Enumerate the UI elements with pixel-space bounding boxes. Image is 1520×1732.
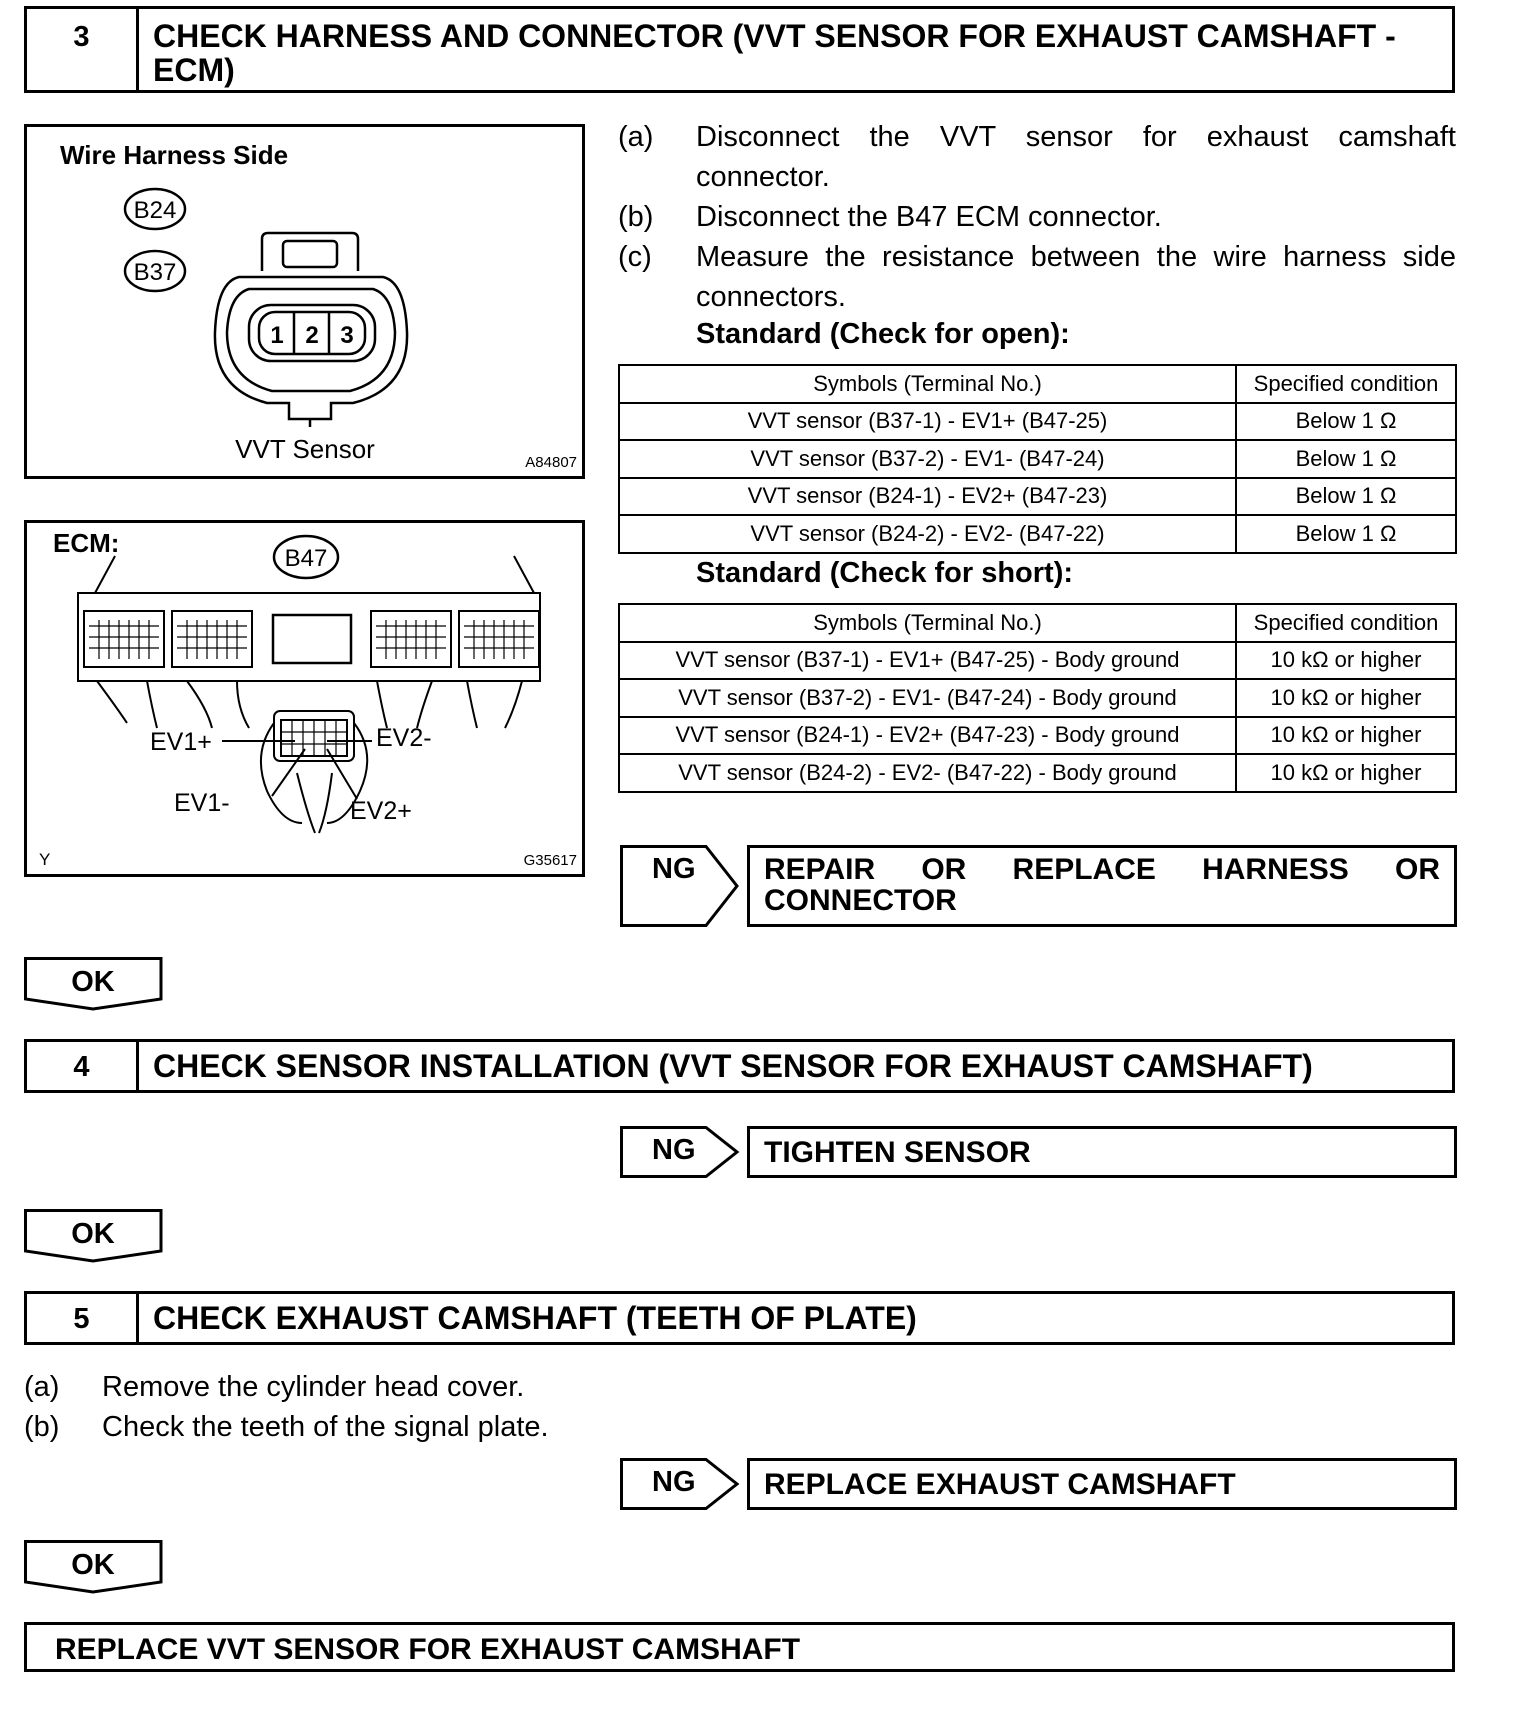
step-5-header — [24, 1291, 1455, 1345]
connector-b24-label: B24 — [133, 197, 177, 224]
table-cell: VVT sensor (B24-1) - EV2+ (B47-23) — [619, 478, 1236, 516]
pin-2-label: 2 — [305, 322, 319, 349]
ng-result-word: HARNESS — [1202, 853, 1349, 886]
step-5-instructions — [24, 1367, 924, 1447]
open-spec-table — [618, 364, 1457, 554]
instruction-item — [618, 117, 1456, 197]
table-cell: 10 kΩ or higher — [1236, 717, 1456, 755]
table-cell: VVT sensor (B24-2) - EV2- (B47-22) - Body ground — [619, 754, 1236, 792]
table-header-cell: Symbols (Terminal No.) — [619, 365, 1236, 403]
ng-result-word: OR — [1395, 853, 1440, 886]
ev2-plus-label: EV2+ — [350, 797, 412, 825]
ev1-plus-label: EV1+ — [150, 728, 212, 756]
ok-tab — [24, 957, 164, 1011]
table-row — [619, 440, 1456, 478]
corner-label: Y — [39, 850, 51, 869]
ecm-figure — [24, 520, 585, 877]
instruction-text: Measure the resistance between the wire harness side connectors. — [696, 241, 1456, 313]
step-3-instructions — [618, 117, 1456, 317]
table-row — [619, 754, 1456, 792]
table-row — [619, 642, 1456, 680]
ng-result-word: REPAIR — [764, 853, 876, 886]
ev2-minus-label: EV2- — [376, 724, 432, 752]
table-cell: 10 kΩ or higher — [1236, 679, 1456, 717]
table-cell: VVT sensor (B37-1) - EV1+ (B47-25) - Body ground — [619, 642, 1236, 680]
table-header-cell: Specified condition — [1236, 604, 1456, 642]
ev1-minus-label: EV1- — [174, 789, 230, 817]
table-header-row — [619, 365, 1456, 403]
step-title: CHECK SENSOR INSTALLATION (VVT SENSOR FOR EXHAUST CAMSHAFT) — [153, 1048, 1313, 1084]
short-standard-title: Standard (Check for short): — [696, 557, 1074, 589]
figure-code: A84807 — [525, 454, 577, 471]
ng-label: NG — [652, 1134, 696, 1166]
ng-result-word: OR — [921, 853, 967, 886]
step-title: CHECK EXHAUST CAMSHAFT (TEETH OF PLATE) — [153, 1300, 917, 1336]
ok-label: OK — [71, 1218, 115, 1250]
figure-caption: VVT Sensor — [235, 434, 375, 464]
step-number: 3 — [27, 9, 139, 90]
short-spec-table — [618, 603, 1457, 793]
connector-b37-label: B37 — [133, 259, 177, 286]
ng-arrow — [620, 1458, 740, 1510]
pin-3-label: 3 — [340, 322, 354, 349]
ng-label: NG — [652, 1466, 696, 1498]
instruction-item — [618, 197, 1456, 237]
table-cell: 10 kΩ or higher — [1236, 642, 1456, 680]
table-cell: Below 1 Ω — [1236, 478, 1456, 516]
ng-result-word: REPLACE — [1012, 853, 1156, 886]
wire-harness-figure — [24, 124, 585, 479]
instruction-label: (c) — [618, 241, 652, 273]
step-4-header — [24, 1039, 1455, 1093]
open-standard-title: Standard (Check for open): — [696, 318, 1070, 350]
instruction-label: (a) — [24, 1371, 60, 1403]
step-3-header — [24, 6, 1455, 93]
table-cell: VVT sensor (B24-1) - EV2+ (B47-23) - Body ground — [619, 717, 1236, 755]
table-cell: VVT sensor (B37-2) - EV1- (B47-24) — [619, 440, 1236, 478]
ok-label: OK — [71, 966, 115, 998]
ng-label: NG — [652, 853, 696, 885]
table-header-cell: Specified condition — [1236, 365, 1456, 403]
figure-code: G35617 — [523, 852, 577, 869]
instruction-item — [24, 1407, 924, 1447]
table-cell: 10 kΩ or higher — [1236, 754, 1456, 792]
table-header-row — [619, 604, 1456, 642]
instruction-text: Disconnect the VVT sensor for exhaust camshaft connector. — [696, 121, 1456, 193]
table-row — [619, 515, 1456, 553]
connector-b47-label: B47 — [284, 545, 328, 572]
table-header-cell: Symbols (Terminal No.) — [619, 604, 1236, 642]
instruction-label: (b) — [24, 1411, 60, 1443]
ng-result-line — [764, 854, 1440, 885]
table-cell: Below 1 Ω — [1236, 515, 1456, 553]
pin-1-label: 1 — [270, 322, 284, 349]
step-number: 5 — [27, 1294, 139, 1342]
ecm-drawing — [78, 556, 540, 833]
instruction-label: (b) — [618, 201, 654, 233]
table-cell: Below 1 Ω — [1236, 440, 1456, 478]
ok-tab — [24, 1540, 164, 1594]
step-title: CHECK HARNESS AND CONNECTOR (VVT SENSOR FOR EXHAUST CAMSHAFT - ECM) — [153, 18, 1396, 88]
ng-result-box: REPLACE EXHAUST CAMSHAFT — [747, 1458, 1457, 1510]
figure-heading: Wire Harness Side — [60, 140, 289, 170]
ng-result-line: CONNECTOR — [764, 884, 957, 917]
ok-tab — [24, 1209, 164, 1263]
ng-arrow — [620, 1126, 740, 1178]
ng-arrow — [620, 845, 740, 927]
table-cell: VVT sensor (B37-2) - EV1- (B47-24) - Body ground — [619, 679, 1236, 717]
ng-result-box: TIGHTEN SENSOR — [747, 1126, 1457, 1178]
instruction-text: Check the teeth of the signal plate. — [102, 1411, 549, 1443]
ng-result-box — [747, 845, 1457, 927]
instruction-label: (a) — [618, 121, 654, 153]
table-row — [619, 403, 1456, 441]
figure-heading: ECM: — [53, 528, 120, 558]
table-row — [619, 717, 1456, 755]
final-action-box: REPLACE VVT SENSOR FOR EXHAUST CAMSHAFT — [24, 1622, 1455, 1672]
instruction-text: Remove the cylinder head cover. — [102, 1371, 525, 1403]
instruction-text: Disconnect the B47 ECM connector. — [696, 201, 1162, 233]
table-cell: VVT sensor (B24-2) - EV2- (B47-22) — [619, 515, 1236, 553]
table-row — [619, 679, 1456, 717]
instruction-item — [618, 237, 1456, 317]
ok-label: OK — [71, 1549, 115, 1581]
instruction-item — [24, 1367, 924, 1407]
table-cell: Below 1 Ω — [1236, 403, 1456, 441]
step-number: 4 — [27, 1042, 139, 1090]
table-row — [619, 478, 1456, 516]
table-cell: VVT sensor (B37-1) - EV1+ (B47-25) — [619, 403, 1236, 441]
